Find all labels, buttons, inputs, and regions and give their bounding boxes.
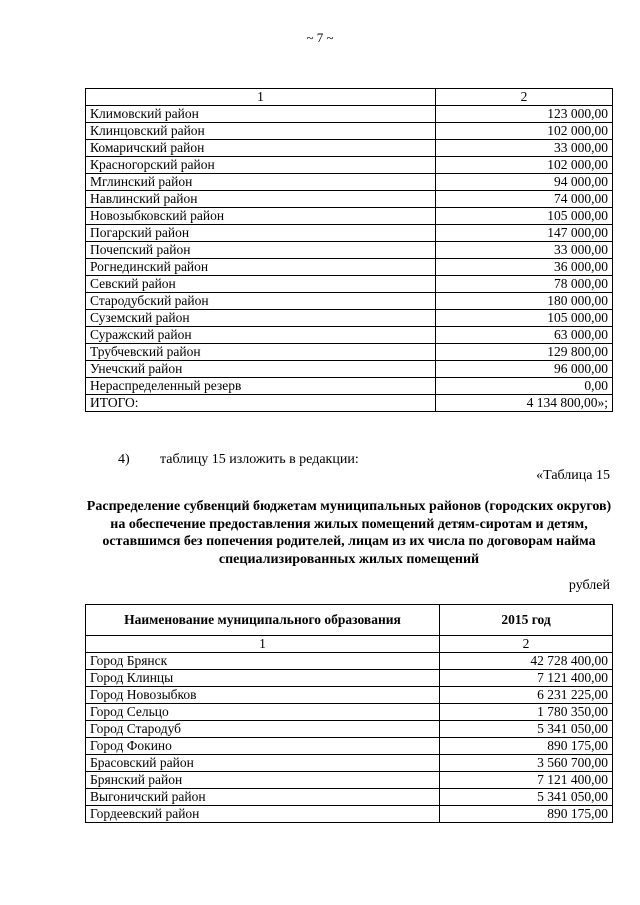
table-row xyxy=(86,806,613,823)
row-value-cell: 33 000,00 xyxy=(436,242,613,259)
table-row xyxy=(86,123,613,140)
row-name-cell: Мглинский район xyxy=(86,174,436,191)
row-name-cell: Комаричский район xyxy=(86,140,436,157)
row-value-cell: 94 000,00 xyxy=(436,174,613,191)
row-value-cell: 7 121 400,00 xyxy=(440,670,613,687)
table2-col1-number: 1 xyxy=(86,636,440,653)
row-value-cell: 890 175,00 xyxy=(440,806,613,823)
table-row xyxy=(86,259,613,276)
table-row xyxy=(86,772,613,789)
units-label: рублей xyxy=(568,578,610,593)
row-name-cell: Город Стародуб xyxy=(86,721,440,738)
table-row xyxy=(86,670,613,687)
row-value-cell: 63 000,00 xyxy=(436,327,613,344)
table2-column-numbers xyxy=(86,636,613,653)
row-name-cell: Суземский район xyxy=(86,310,436,327)
table1-col2-number: 2 xyxy=(436,89,613,106)
table-row xyxy=(86,276,613,293)
subvention-table-continued xyxy=(85,88,613,412)
list-item-text: таблицу 15 изложить в редакции: xyxy=(160,452,359,467)
table-label: «Таблица 15 xyxy=(536,468,610,483)
table-row xyxy=(86,704,613,721)
row-value-cell: 102 000,00 xyxy=(436,157,613,174)
table-row xyxy=(86,789,613,806)
row-name-cell: Город Брянск xyxy=(86,653,440,670)
table-row xyxy=(86,208,613,225)
row-value-cell: 129 800,00 xyxy=(436,344,613,361)
table-row xyxy=(86,157,613,174)
row-value-cell: 74 000,00 xyxy=(436,191,613,208)
row-value-cell: 42 728 400,00 xyxy=(440,653,613,670)
row-value-cell: 78 000,00 xyxy=(436,276,613,293)
table-row xyxy=(86,395,613,412)
row-value-cell: 6 231 225,00 xyxy=(440,687,613,704)
row-name-cell: Рогнединский район xyxy=(86,259,436,276)
row-name-cell: Красногорский район xyxy=(86,157,436,174)
row-name-cell: Брянский район xyxy=(86,772,440,789)
table-row xyxy=(86,378,613,395)
row-name-cell: Город Фокино xyxy=(86,738,440,755)
row-name-cell: Город Клинцы xyxy=(86,670,440,687)
row-value-cell: 0,00 xyxy=(436,378,613,395)
table2-col2-number: 2 xyxy=(440,636,613,653)
table-row xyxy=(86,140,613,157)
table-row xyxy=(86,653,613,670)
table1-body xyxy=(86,89,613,412)
row-value-cell: 147 000,00 xyxy=(436,225,613,242)
row-name-cell: Трубчевский район xyxy=(86,344,436,361)
table-row xyxy=(86,191,613,208)
row-value-cell: 5 341 050,00 xyxy=(440,721,613,738)
list-item-number: 4) xyxy=(118,452,130,467)
table-row xyxy=(86,310,613,327)
row-name-cell: Нераспределенный резерв xyxy=(86,378,436,395)
row-name-cell: Стародубский район xyxy=(86,293,436,310)
row-value-cell: 7 121 400,00 xyxy=(440,772,613,789)
row-name-cell: Брасовский район xyxy=(86,755,440,772)
table-heading: Распределение субвенций бюджетам муниципальных районов (городских округов) на обеспечение предоставления жилых помещений детям-сиротам и детям, оставшимся без попечения родителей, лицам из их числа по договорам найма специализированных жилых помещений xyxy=(86,499,612,567)
list-item-4 xyxy=(118,452,359,468)
row-name-cell: Унечский район xyxy=(86,361,436,378)
table2-header-name: Наименование муниципального образования xyxy=(86,605,440,636)
row-value-cell: 3 560 700,00 xyxy=(440,755,613,772)
row-value-cell: 123 000,00 xyxy=(436,106,613,123)
table-row xyxy=(86,344,613,361)
row-name-cell: Выгоничский район xyxy=(86,789,440,806)
row-value-cell: 4 134 800,00»; xyxy=(436,395,613,412)
table1-col1-number: 1 xyxy=(86,89,436,106)
table2-header-row xyxy=(86,605,613,636)
table2-body xyxy=(86,605,613,823)
row-name-cell: Гордеевский район xyxy=(86,806,440,823)
row-name-cell: Новозыбковский район xyxy=(86,208,436,225)
table-row xyxy=(86,327,613,344)
row-name-cell: Погарский район xyxy=(86,225,436,242)
table-row xyxy=(86,721,613,738)
row-name-cell: ИТОГО: xyxy=(86,395,436,412)
table1-column-numbers xyxy=(86,89,613,106)
row-value-cell: 5 341 050,00 xyxy=(440,789,613,806)
table-row xyxy=(86,225,613,242)
row-name-cell: Город Новозыбков xyxy=(86,687,440,704)
row-name-cell: Почепский район xyxy=(86,242,436,259)
row-name-cell: Клинцовский район xyxy=(86,123,436,140)
table-row xyxy=(86,174,613,191)
row-value-cell: 33 000,00 xyxy=(436,140,613,157)
table-row xyxy=(86,738,613,755)
row-value-cell: 180 000,00 xyxy=(436,293,613,310)
table-row xyxy=(86,242,613,259)
row-value-cell: 105 000,00 xyxy=(436,310,613,327)
table-row xyxy=(86,361,613,378)
row-name-cell: Севский район xyxy=(86,276,436,293)
row-name-cell: Климовский район xyxy=(86,106,436,123)
row-name-cell: Город Сельцо xyxy=(86,704,440,721)
row-value-cell: 105 000,00 xyxy=(436,208,613,225)
table-row xyxy=(86,687,613,704)
row-name-cell: Навлинский район xyxy=(86,191,436,208)
table-row xyxy=(86,106,613,123)
row-value-cell: 36 000,00 xyxy=(436,259,613,276)
row-value-cell: 102 000,00 xyxy=(436,123,613,140)
table-15 xyxy=(85,604,613,823)
row-value-cell: 1 780 350,00 xyxy=(440,704,613,721)
row-value-cell: 890 175,00 xyxy=(440,738,613,755)
table-row xyxy=(86,755,613,772)
row-name-cell: Суражский район xyxy=(86,327,436,344)
table-row xyxy=(86,293,613,310)
table2-header-year: 2015 год xyxy=(440,605,613,636)
row-value-cell: 96 000,00 xyxy=(436,361,613,378)
page-number: ~ 7 ~ xyxy=(306,30,334,45)
